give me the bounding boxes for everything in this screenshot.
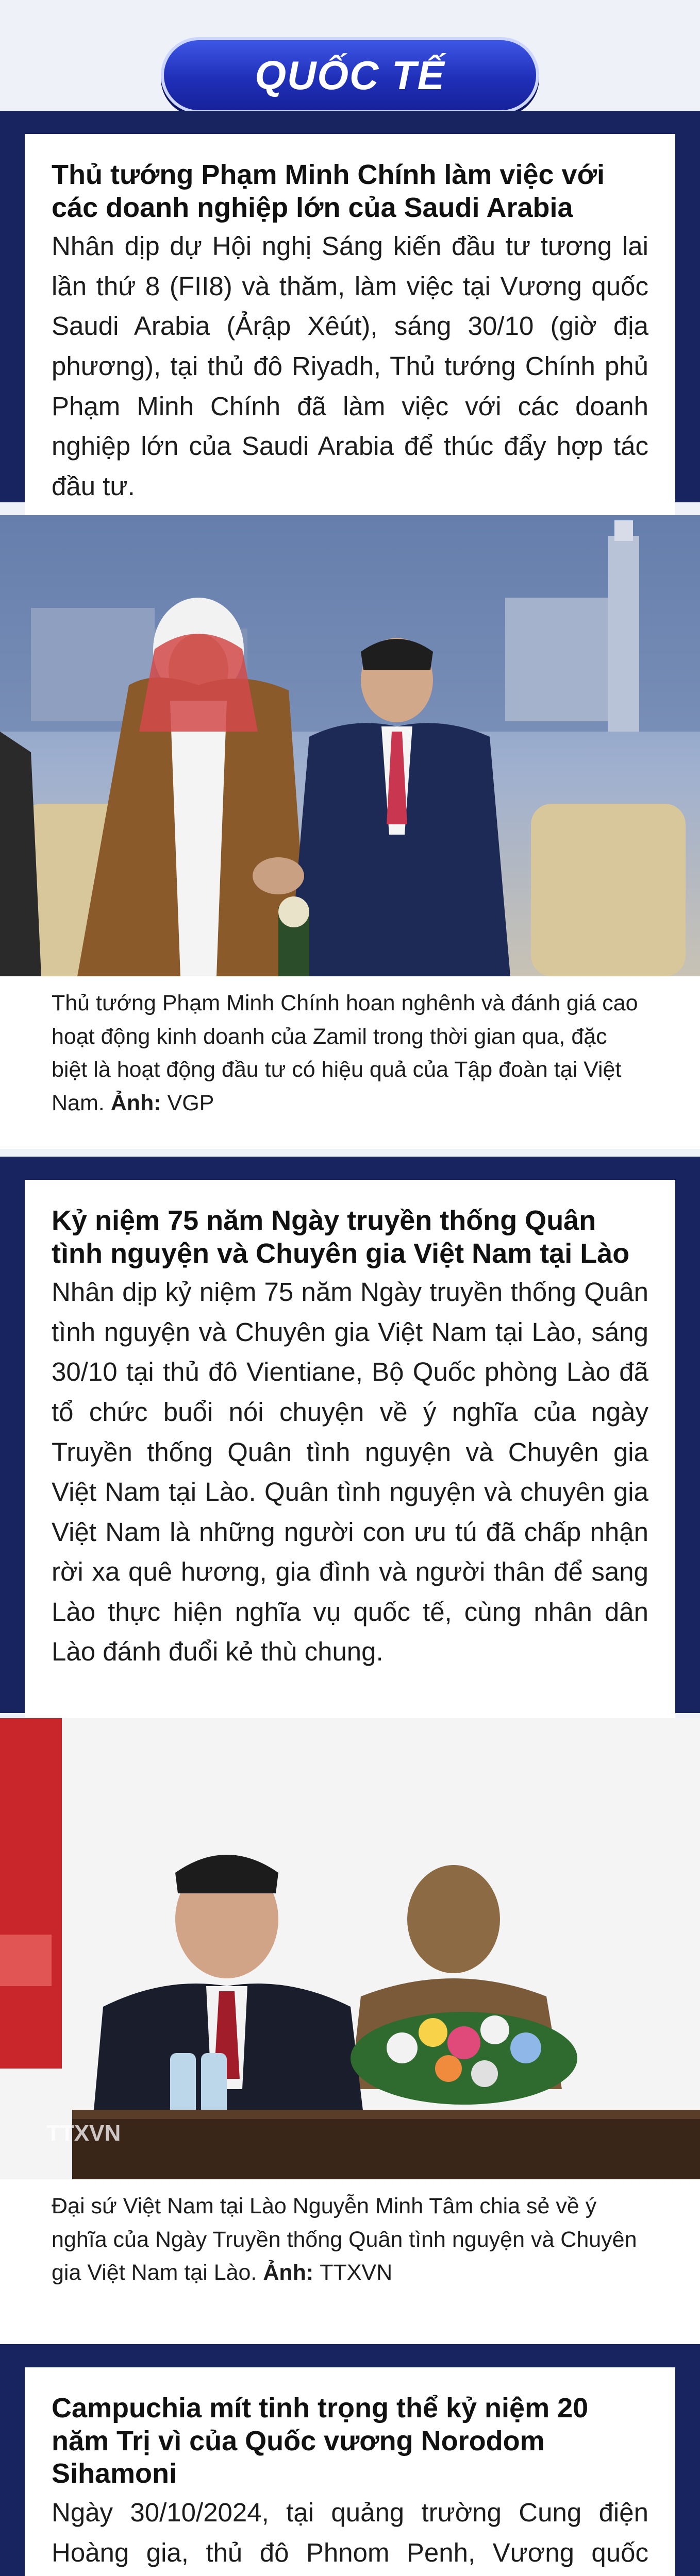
article-2-credit: TTXVN [320,2260,393,2285]
photo-ambassador-speech [0,1718,700,2179]
article-2-headline: Kỷ niệm 75 năm Ngày truyền thống Quân tình nguyện và Chuyên gia Việt Nam tại Lào [52,1205,630,1269]
photo-meeting-handshake [0,515,700,976]
article-2-credit-label: Ảnh: [263,2260,320,2285]
section-title: QUỐC TẾ [255,52,445,98]
article-2-photo [0,1718,700,2179]
article-1-photo [0,515,700,976]
article-3-card [25,2367,675,2576]
section-title-pill [161,37,539,113]
article-1-headline: Thủ tướng Phạm Minh Chính làm việc với các doanh nghiệp lớn của Saudi Arabia [52,159,605,223]
article-2-card [25,1180,675,1721]
article-1-body: Nhân dịp dự Hội nghị Sáng kiến đầu tư tương lai lần thứ 8 (FII8) và thăm, làm việc tại Vương quốc Saudi Arabia (Ảrập Xêút), sáng 30/10 (giờ địa phương), tại thủ đô Riyadh, Thủ tướng Chính phủ Phạm Minh Chính đã làm việc với các doanh nghiệp lớn của Saudi Arabia để thúc đẩy hợp tác đầu tư. [52,231,648,501]
section-header [0,0,700,118]
article-1-caption-text: Thủ tướng Phạm Minh Chính hoan nghênh và đánh giá cao hoạt động kinh doanh của Zamil trong thời gian qua, đặc biệt là hoạt động đầu tư có hiệu quả của Tập đoàn tại Việt Nam. [52,991,638,1115]
article-3-headline: Campuchia mít tinh trọng thể kỷ niệm 20 năm Trị vì của Quốc vương Norodom Sihamoni [52,2393,589,2489]
article-2-watermark: TTXVN [46,2121,121,2146]
article-1-credit-label: Ảnh: [110,1090,168,1115]
article-1-card [25,134,675,515]
article-3-body: Ngày 30/10/2024, tại quảng trường Cung điện Hoàng gia, thủ đô Phnom Penh, Vương quốc [52,2498,648,2567]
article-1-credit: VGP [167,1090,214,1115]
article-1-caption [0,976,700,1149]
article-2-caption [0,2179,700,2352]
article-2-caption-text: Đại sứ Việt Nam tại Lào Nguyễn Minh Tâm chia sẻ về ý nghĩa của Ngày Truyền thống Quân tình nguyện và Chuyên gia Việt Nam tại Lào. [52,2194,637,2285]
article-2-body: Nhân dịp kỷ niệm 75 năm Ngày truyền thống Quân tình nguyện và Chuyên gia Việt Nam tại Lào, sáng 30/10 tại thủ đô Vientiane, Bộ Quốc phòng Lào đã tổ chức buổi nói chuyện về ý nghĩa của ngày Truyền thống Quân tình nguyện và Chuyên gia Việt Nam tại Lào. Quân tình nguyện và chuyên gia Việt Nam là những người con ưu tú đã chấp nhận rời xa quê hương, gia đình và người thân để sang Lào thực hiện nghĩa vụ quốc tế, cùng nhân dân Lào đánh đuổi kẻ thù chung. [52,1277,648,1667]
